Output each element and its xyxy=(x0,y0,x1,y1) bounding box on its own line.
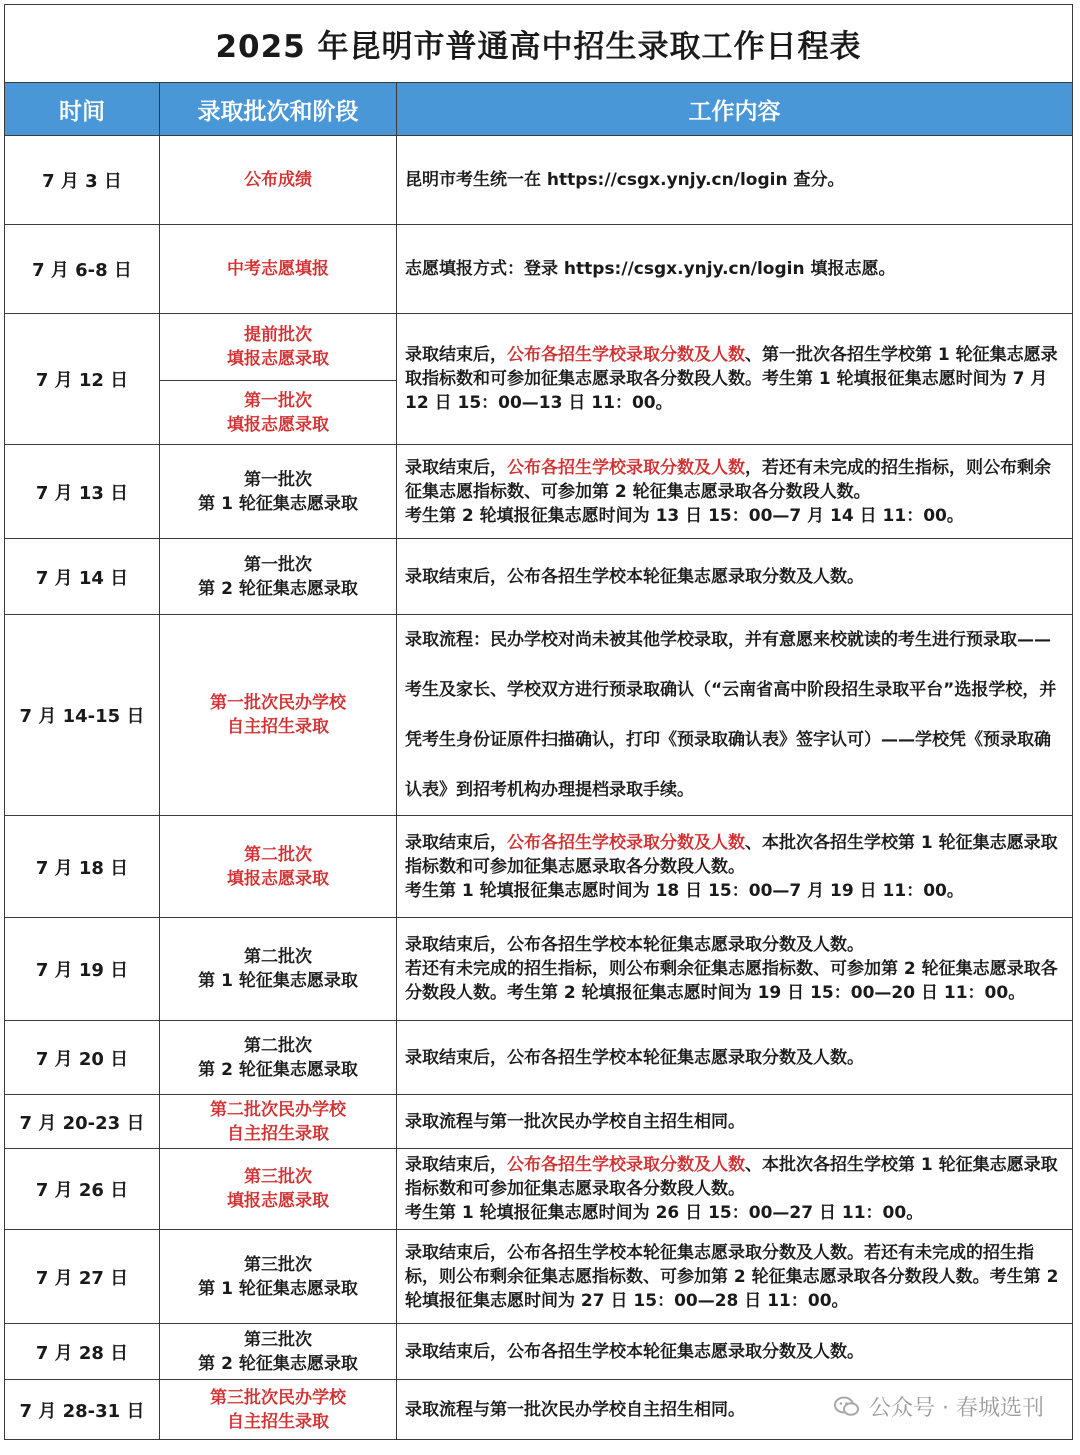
time-cell: 7 月 14-15 日 xyxy=(5,615,160,816)
table-row xyxy=(5,1149,1073,1230)
table-row xyxy=(5,816,1073,918)
stage-cell: 第一批次 填报志愿录取 xyxy=(160,381,397,445)
stage-cell: 第二批次 第 1 轮征集志愿录取 xyxy=(160,918,397,1021)
stage-cell: 第三批次 第 2 轮征集志愿录取 xyxy=(160,1324,397,1380)
stage-cell: 第三批次 第 1 轮征集志愿录取 xyxy=(160,1230,397,1324)
stage-cell: 第一批次 第 1 轮征集志愿录取 xyxy=(160,445,397,539)
schedule-table xyxy=(4,4,1073,1440)
table-row xyxy=(5,1021,1073,1095)
table-row xyxy=(5,314,1073,381)
table-row xyxy=(5,445,1073,539)
table-row xyxy=(5,539,1073,615)
stage-cell: 公布成绩 xyxy=(160,136,397,225)
time-cell: 7 月 12 日 xyxy=(5,314,160,445)
time-cell: 7 月 13 日 xyxy=(5,445,160,539)
content-cell: 录取结束后，公布各招生学校本轮征集志愿录取分数及人数。 若还有未完成的招生指标，则公布剩余征集志愿指标数、可参加第 2 轮征集志愿录取各分数段人数。考生第 2 轮填报征集志愿时间为 19 日 15：00—20 日 11：00。 xyxy=(397,918,1073,1021)
content-cell: 录取结束后，公布各招生学校本轮征集志愿录取分数及人数。若还有未完成的招生指标，则公布剩余征集志愿指标数、可参加第 2 轮征集志愿录取各分数段人数。考生第 2 轮填报征集志愿时间为 27 日 15：00—28 日 11：00。 xyxy=(397,1230,1073,1324)
time-cell: 7 月 6-8 日 xyxy=(5,225,160,314)
time-cell: 7 月 26 日 xyxy=(5,1149,160,1230)
watermark xyxy=(833,1391,1044,1422)
wechat-icon xyxy=(833,1393,861,1421)
content-cell: 录取流程：民办学校对尚未被其他学校录取，并有意愿来校就读的考生进行预录取——考生及家长、学校双方进行预录取确认（“云南省高中阶段招生录取平台”选报学校，并凭考生身份证原件扫描确认，打印《预录取确认表》签字认可）——学校凭《预录取确认表》到招考机构办理提档录取手续。 xyxy=(397,615,1073,816)
header-row xyxy=(5,83,1073,136)
stage-cell: 第二批次民办学校 自主招生录取 xyxy=(160,1095,397,1149)
content-cell: 录取结束后，公布各招生学校录取分数及人数、本批次各招生学校第 1 轮征集志愿录取指标数和可参加征集志愿录取各分数段人数。 考生第 1 轮填报征集志愿时间为 26 日 15：00—27 日 11：00。 xyxy=(397,1149,1073,1230)
table-row xyxy=(5,1095,1073,1149)
content-cell: 录取结束后，公布各招生学校录取分数及人数、本批次各招生学校第 1 轮征集志愿录取指标数和可参加征集志愿录取各分数段人数。 考生第 1 轮填报征集志愿时间为 18 日 15：00—7 月 19 日 11：00。 xyxy=(397,816,1073,918)
schedule-sheet xyxy=(4,4,1076,1440)
table-row xyxy=(5,1230,1073,1324)
stage-cell: 第二批次 第 2 轮征集志愿录取 xyxy=(160,1021,397,1095)
content-cell: 录取结束后，公布各招生学校本轮征集志愿录取分数及人数。 xyxy=(397,1324,1073,1380)
content-cell: 录取结束后，公布各招生学校录取分数及人数，若还有未完成的招生指标，则公布剩余征集志愿指标数、可参加第 2 轮征集志愿录取各分数段人数。 考生第 2 轮填报征集志愿时间为 13 日 15：00—7 月 14 日 11：00。 xyxy=(397,445,1073,539)
table-row xyxy=(5,225,1073,314)
stage-cell: 中考志愿填报 xyxy=(160,225,397,314)
watermark-text: 公众号 · 春城选刊 xyxy=(869,1396,1044,1421)
time-cell: 7 月 20 日 xyxy=(5,1021,160,1095)
content-cell: 录取结束后，公布各招生学校录取分数及人数、第一批次各招生学校第 1 轮征集志愿录取指标数和可参加征集志愿录取各分数段人数。考生第 1 轮填报征集志愿时间为 7 月 12 日 15：00—13 日 11：00。 xyxy=(397,314,1073,445)
time-cell: 7 月 28-31 日 xyxy=(5,1380,160,1440)
content-cell: 录取结束后，公布各招生学校本轮征集志愿录取分数及人数。 xyxy=(397,539,1073,615)
table-row xyxy=(5,918,1073,1021)
content-cell: 昆明市考生统一在 https://csgx.ynjy.cn/login 查分。 xyxy=(397,136,1073,225)
stage-cell: 提前批次 填报志愿录取 xyxy=(160,314,397,381)
time-cell: 7 月 3 日 xyxy=(5,136,160,225)
stage-cell: 第二批次 填报志愿录取 xyxy=(160,816,397,918)
time-cell: 7 月 28 日 xyxy=(5,1324,160,1380)
header-stage: 录取批次和阶段 xyxy=(160,83,397,136)
header-time: 时间 xyxy=(5,83,160,136)
stage-cell: 第一批次 第 2 轮征集志愿录取 xyxy=(160,539,397,615)
time-cell: 7 月 14 日 xyxy=(5,539,160,615)
content-cell: 录取流程与第一批次民办学校自主招生相同。 xyxy=(397,1095,1073,1149)
table-row xyxy=(5,1324,1073,1380)
time-cell: 7 月 27 日 xyxy=(5,1230,160,1324)
time-cell: 7 月 20-23 日 xyxy=(5,1095,160,1149)
stage-cell: 第三批次民办学校 自主招生录取 xyxy=(160,1380,397,1440)
time-cell: 7 月 19 日 xyxy=(5,918,160,1021)
content-cell: 录取结束后，公布各招生学校本轮征集志愿录取分数及人数。 xyxy=(397,1021,1073,1095)
stage-cell: 第一批次民办学校 自主招生录取 xyxy=(160,615,397,816)
time-cell: 7 月 18 日 xyxy=(5,816,160,918)
header-content: 工作内容 xyxy=(397,83,1073,136)
content-cell: 志愿填报方式：登录 https://csgx.ynjy.cn/login 填报志愿。 xyxy=(397,225,1073,314)
table-row xyxy=(5,615,1073,816)
content-cell: 录取流程与第一批次民办学校自主招生相同。 xyxy=(397,1380,1073,1440)
page-title: 2025 年昆明市普通高中招生录取工作日程表 xyxy=(5,5,1073,83)
stage-cell: 第三批次 填报志愿录取 xyxy=(160,1149,397,1230)
table-row xyxy=(5,136,1073,225)
